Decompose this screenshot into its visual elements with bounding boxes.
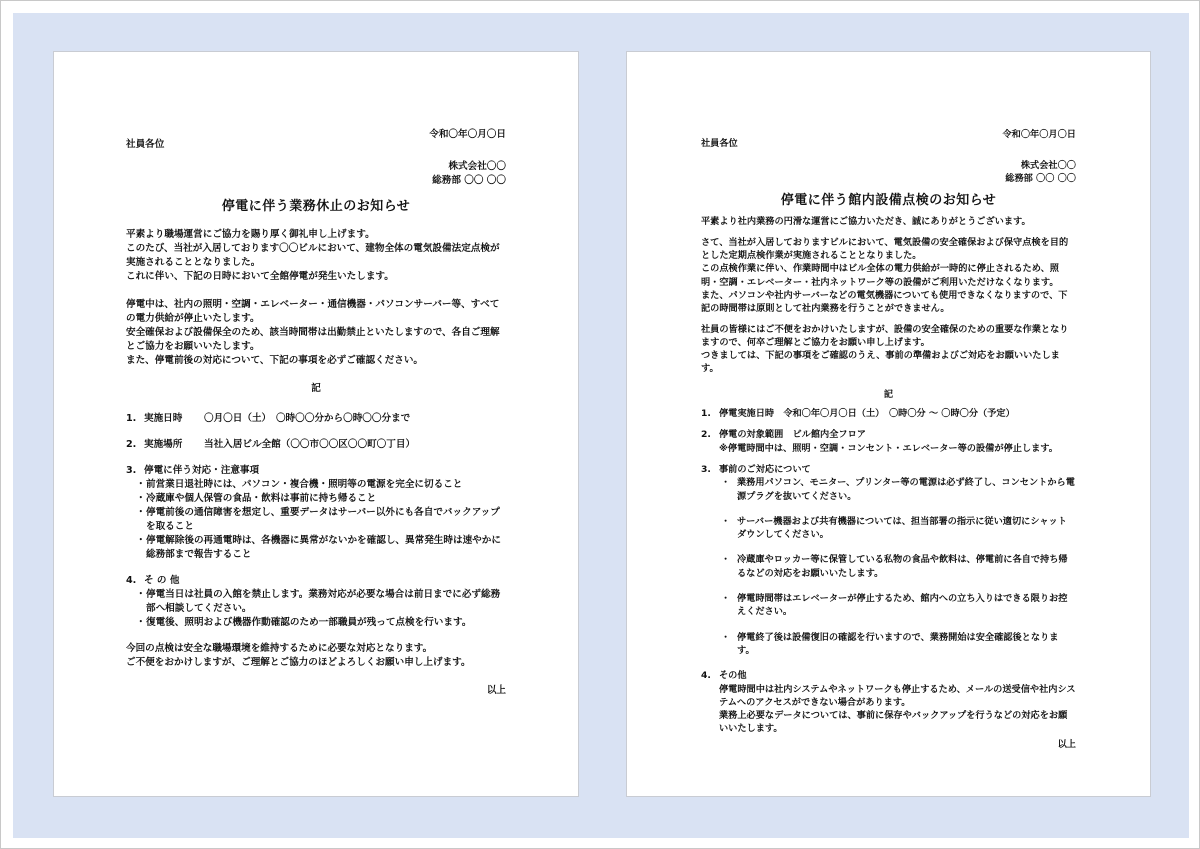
item-number: 3. [126, 465, 137, 476]
item-heading: 停電に伴う対応・注意事項 [144, 465, 260, 476]
item-heading: その他 [719, 670, 747, 682]
intro-line: このたび、当社が入居しております〇〇ビルにおいて、建物全体の電気設備法定点検が実施されることとなりました。 [126, 243, 500, 268]
date: 令和〇年〇月〇日 [429, 129, 506, 140]
document-title: 停電に伴う業務休止のお知らせ [221, 199, 411, 214]
list-item [701, 463, 1076, 657]
item-para: 業務上必要なデータについては、事前に保存やバックアップを行うなどの対応をお願いいたします。 [719, 710, 1068, 735]
greeting: 平素より社内業務の円滑な運営にご協力いただき、誠にありがとうございます。 [701, 216, 1031, 228]
item-value: 令和〇年〇月〇日（土） 〇時〇分 ～ 〇時〇分（予定） [783, 408, 1015, 420]
closing-line: ご不便をおかけしますが、ご理解とご協力のほどよろしくお願い申し上げます。 [126, 657, 471, 668]
body-line: この点検作業に伴い、作業時間中はビル全体の電力供給が一時的に停止されるため、照明・空調・エレベーター・社内ネットワーク等の設備がご利用いただけなくなります。 [701, 263, 1059, 288]
item-heading: そ の 他 [144, 575, 180, 586]
item-value: ビル館内全フロア [792, 429, 866, 441]
intro-line: 平素より職場運営にご協力を賜り厚く御礼申し上げます。 [126, 229, 375, 240]
item-note: ※停電時間中は、照明・空調・コンセント・エレベーター等の設備が停止します。 [719, 442, 1058, 454]
body-line: 停電中は、社内の照明・空調・エレベーター・通信機器・パソコンサーバー等、すべての電力供給が停止いたします。 [126, 299, 500, 324]
date: 令和〇年〇月〇日 [1002, 129, 1076, 140]
bullet-item: ・ 停電終了後は設備復旧の確認を行いますので、業務開始は安全確認後となります。 [721, 631, 1059, 656]
item-label: 実施場所 [144, 439, 183, 450]
right-content [701, 128, 1076, 751]
item-value: 〇月〇日（土） 〇時〇〇分から〇時〇〇分まで [204, 413, 411, 424]
closing-line: 今回の点検は安全な職場環境を維持するために必要な対応となります。 [126, 643, 433, 654]
body-line: 安全確保および設備保全のため、該当時間帯は出勤禁止といたしますので、各自ご理解とご協力をお願いいたします。 [126, 327, 500, 352]
list-item [126, 438, 506, 452]
list-item [701, 669, 1076, 735]
item-label: 停電実施日時 [719, 408, 775, 420]
bullet-item: ・ サーバー機器および共有機器については、担当部署の指示に従い適切にシャットダウンしてください。 [721, 515, 1067, 541]
bullet-item: ・ 冷蔵庫やロッカー等に保管している私物の食品や飲料は、停電前に各自で持ち帰るなどの対応をお願いいたします。 [721, 554, 1068, 579]
item-value: 当社入居ビル全館（〇〇市〇〇区〇〇町〇丁目） [204, 439, 416, 450]
document-title: 停電に伴う館内設備点検のお知らせ [780, 193, 997, 209]
item-para: 停電時間中は社内システムやネットワークも停止するため、メールの送受信や社内システムへのアクセスができない場合があります。 [719, 683, 1076, 708]
bullet-item: ・ 停電当日は社員の入館を禁止します。業務対応が必要な場合は前日までに必ず総務部へ相談してください。 [136, 589, 501, 614]
item-number: 1. [701, 408, 711, 420]
closing-ijou: 以上 [1057, 738, 1076, 750]
bullet-item: ・ 停電時間帯はエレベーターが停止するため、館内への立ち入りはできる限りお控えください。 [721, 593, 1068, 618]
item-number: 4. [701, 670, 711, 682]
sender-department: 総務部 〇〇 〇〇 [432, 175, 506, 186]
list-item [126, 464, 506, 562]
item-number: 4. [126, 575, 137, 586]
list-item [126, 412, 506, 426]
body-line: さて、当社が入居しておりますビルにおいて、電気設備の安全確保および保守点検を目的とした定期点検作業が実施されることとなりました。 [701, 236, 1069, 262]
recipient: 社員各位 [126, 139, 165, 150]
body-line: つきましては、下記の事項をご確認のうえ、事前の準備およびご対応をお願いいたします。 [701, 350, 1060, 375]
ki-heading: 記 [883, 388, 894, 400]
sender-company: 株式会社〇〇 [1020, 159, 1076, 171]
bullet-item: ・ 前営業日退社時には、パソコン・複合機・照明等の電源を完全に切ること [136, 479, 463, 490]
item-number: 2. [126, 439, 137, 450]
list-item [701, 428, 1076, 455]
list-item [701, 407, 1076, 420]
document-page-left [53, 51, 579, 797]
sender-department: 総務部 〇〇 〇〇 [1005, 172, 1076, 184]
intro-line: これに伴い、下記の日時において全館停電が発生いたします。 [126, 271, 394, 282]
bullet-item: ・ 停電前後の通信障害を想定し、重要データはサーバー以外にも各自でバックアップを取ること [136, 507, 500, 532]
item-label: 停電の対象範囲 [719, 429, 784, 441]
body-line: また、パソコンや社内サーバーなどの電気機器についても使用できなくなりますので、下記の時間帯は原則として社内業務を行うことができません。 [701, 289, 1068, 315]
recipient: 社員各位 [701, 138, 738, 150]
item-number: 2. [701, 429, 711, 441]
item-number: 1. [126, 413, 137, 424]
bullet-item: ・ 停電解除後の再通電時は、各機器に異常がないかを確認し、異常発生時は速やかに総務部まで報告すること [136, 535, 501, 560]
closing-ijou: 以上 [486, 685, 506, 696]
item-label: 実施日時 [144, 413, 183, 424]
bullet-item: ・ 冷蔵庫や個人保管の食品・飲料は事前に持ち帰ること [136, 493, 377, 504]
item-heading: 事前のご対応について [719, 463, 811, 475]
sender-company: 株式会社〇〇 [448, 161, 506, 172]
body-line: 社員の皆様にはご不便をおかけいたしますが、設備の安全確保のための重要な作業となりますので、何卒ご理解とご協力をお願い申し上げます。 [701, 323, 1069, 348]
item-number: 3. [701, 463, 711, 475]
list-item [126, 574, 506, 630]
bullet-item: ・ 復電後、照明および機器作動確認のため一部職員が残って点検を行います。 [136, 617, 472, 628]
left-content [126, 128, 506, 698]
bullet-item: ・ 業務用パソコン、モニター、プリンター等の電源は必ず終了し、コンセントから電源プラグを抜いてください。 [721, 477, 1075, 502]
document-page-right [626, 51, 1151, 797]
ki-heading: 記 [311, 383, 321, 394]
body-line: また、停電前後の対応について、下記の事項を必ずご確認ください。 [126, 355, 424, 366]
